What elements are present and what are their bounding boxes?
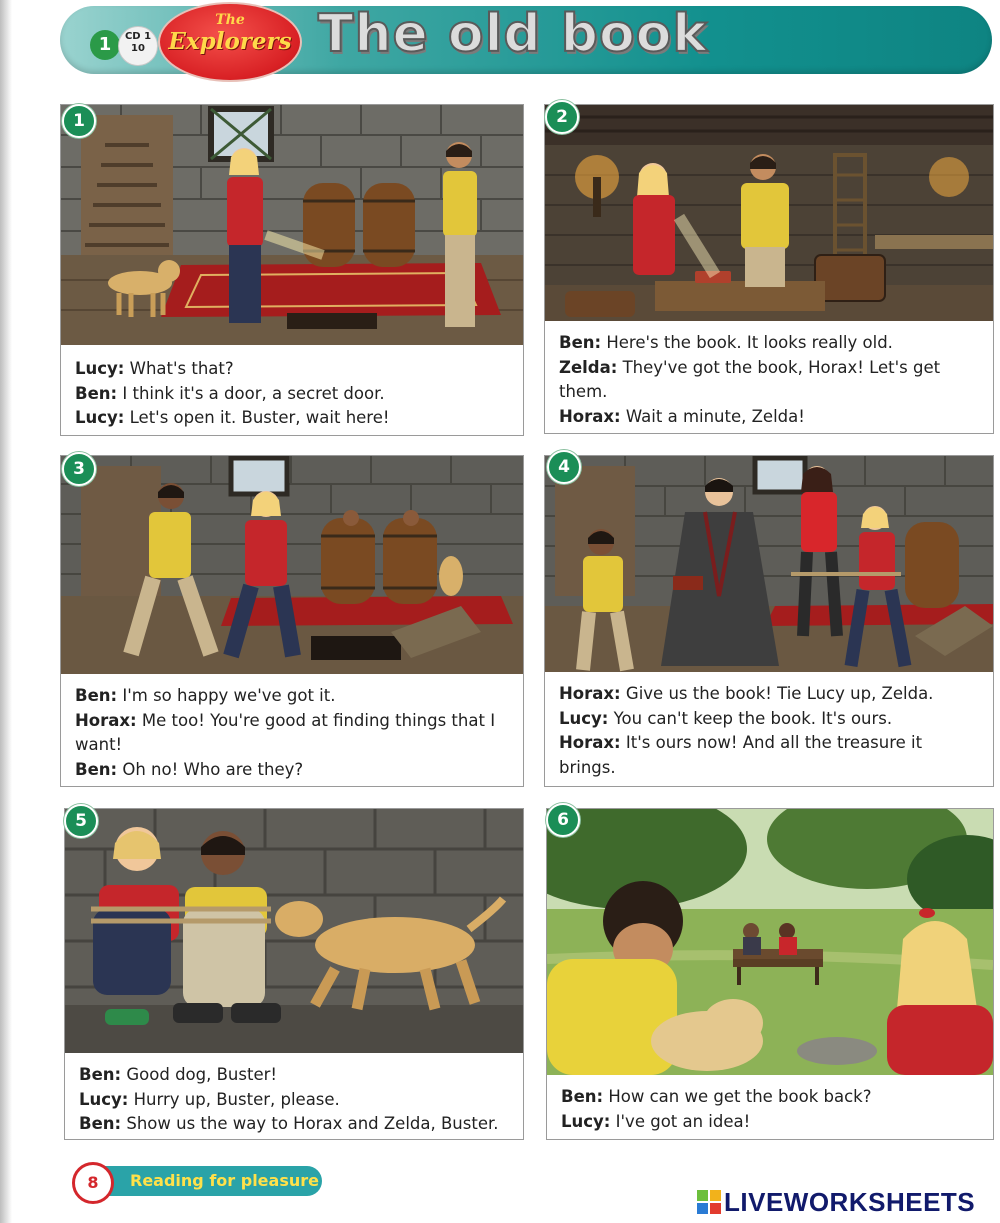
- dialogue-text: Good dog, Buster!: [121, 1065, 277, 1084]
- story-panel-3: [60, 455, 524, 787]
- story-panel-6: [546, 808, 994, 1140]
- dialogue-text: They've got the book, Horax! Let's get them.: [559, 357, 941, 401]
- speaker-name: Lucy:: [79, 1089, 129, 1109]
- scene-illustration-book-found: [545, 105, 993, 321]
- panel-number-badge: 1: [62, 104, 96, 138]
- speaker-name: Ben:: [75, 383, 118, 403]
- dialogue-line: [559, 405, 979, 430]
- section-label: Reading for pleasure: [100, 1166, 322, 1196]
- dialogue-text: Here's the book. It looks really old.: [601, 333, 893, 352]
- speaker-name: Ben:: [79, 1065, 122, 1084]
- page-number: 8: [72, 1162, 114, 1204]
- dialogue-line: [75, 758, 509, 783]
- dialogue-text: Give us the book! Tie Lucy up, Zelda.: [620, 684, 934, 703]
- speaker-name: Ben:: [559, 333, 602, 352]
- speaker-name: Zelda:: [559, 357, 618, 377]
- dialogue-text: Wait a minute, Zelda!: [620, 406, 805, 426]
- speaker-name: Ben:: [79, 1114, 122, 1133]
- panel-number-badge: 5: [64, 804, 98, 838]
- dialogue-line: [561, 1085, 979, 1110]
- dialogue-text: Show us the way to Horax and Zelda, Buster.: [121, 1114, 499, 1133]
- panel-number-badge: 3: [62, 452, 96, 486]
- dialogue-line: [79, 1063, 509, 1088]
- page-title: The old book: [318, 4, 708, 64]
- scene-illustration-dog-frees-children: [65, 809, 523, 1053]
- story-panel-4: [544, 455, 994, 787]
- cd-track: 10: [131, 43, 145, 54]
- dialogue-text: You can't keep the book. It's ours.: [608, 708, 893, 728]
- speaker-name: Lucy:: [75, 359, 125, 378]
- panel-caption: [65, 1059, 523, 1137]
- dialogue-text: What's that?: [124, 359, 234, 378]
- panel-caption: [545, 678, 993, 780]
- panel-number-badge: 6: [546, 803, 580, 837]
- scene-illustration-hiding-barrels: [61, 456, 523, 674]
- dialogue-line: [559, 731, 979, 780]
- speaker-name: Horax:: [75, 710, 137, 730]
- dialogue-line: [559, 356, 979, 405]
- panel-caption: [61, 680, 523, 782]
- liveworksheets-logo-icon: [697, 1190, 721, 1214]
- story-panel-5: [64, 808, 524, 1140]
- dialogue-text: Hurry up, Buster, please.: [128, 1089, 340, 1109]
- speaker-name: Lucy:: [559, 708, 609, 728]
- dialogue-text: I'm so happy we've got it.: [117, 686, 336, 705]
- dialogue-line: [559, 682, 979, 707]
- speaker-name: Horax:: [559, 733, 621, 752]
- dialogue-line: [75, 709, 509, 758]
- dialogue-line: [79, 1088, 509, 1113]
- logo-text-big: Explorers: [168, 28, 292, 55]
- story-panel-1: [60, 104, 524, 436]
- logo-text-small: The: [215, 12, 245, 28]
- dialogue-line: [75, 684, 509, 709]
- dialogue-text: I think it's a door, a secret door.: [117, 383, 385, 403]
- page-edge-shadow: [0, 0, 12, 1223]
- dialogue-text: How can we get the book back?: [603, 1087, 872, 1106]
- scene-illustration-park: [547, 809, 993, 1075]
- speaker-name: Horax:: [559, 684, 621, 703]
- scene-illustration-cellar-trapdoor: [61, 105, 523, 345]
- dialogue-line: [561, 1110, 979, 1135]
- speaker-name: Ben:: [75, 759, 118, 779]
- dialogue-text: Oh no! Who are they?: [117, 759, 304, 779]
- dialogue-text: Let's open it. Buster, wait here!: [124, 408, 390, 427]
- dialogue-line: [559, 331, 979, 356]
- scene-illustration-horax-takes-book: [545, 456, 993, 672]
- speaker-name: Ben:: [75, 686, 118, 705]
- the-explorers-logo: [158, 2, 302, 82]
- dialogue-line: [75, 357, 509, 382]
- dialogue-line: [79, 1112, 509, 1137]
- dialogue-text: It's ours now! And all the treasure it brings.: [559, 733, 923, 777]
- dialogue-text: Me too! You're good at finding things that I want!: [75, 710, 496, 754]
- dialogue-text: I've got an idea!: [610, 1111, 751, 1131]
- panel-number-badge: 2: [545, 100, 579, 134]
- dialogue-line: [75, 406, 509, 431]
- panel-caption: [545, 327, 993, 429]
- speaker-name: Horax:: [559, 406, 621, 426]
- speaker-name: Lucy:: [75, 408, 125, 427]
- story-panel-2: [544, 104, 994, 434]
- dialogue-line: [559, 707, 979, 732]
- panel-caption: [61, 353, 523, 431]
- cd-audio-icon[interactable]: [118, 26, 158, 66]
- dialogue-line: [75, 382, 509, 407]
- liveworksheets-watermark: LIVEWORKSHEETS: [724, 1187, 976, 1217]
- panel-number-badge: 4: [547, 450, 581, 484]
- lesson-number-badge: 1: [90, 30, 120, 60]
- cd-label: CD 1: [124, 31, 152, 42]
- speaker-name: Lucy:: [561, 1111, 611, 1131]
- panel-caption: [547, 1081, 993, 1134]
- speaker-name: Ben:: [561, 1087, 604, 1106]
